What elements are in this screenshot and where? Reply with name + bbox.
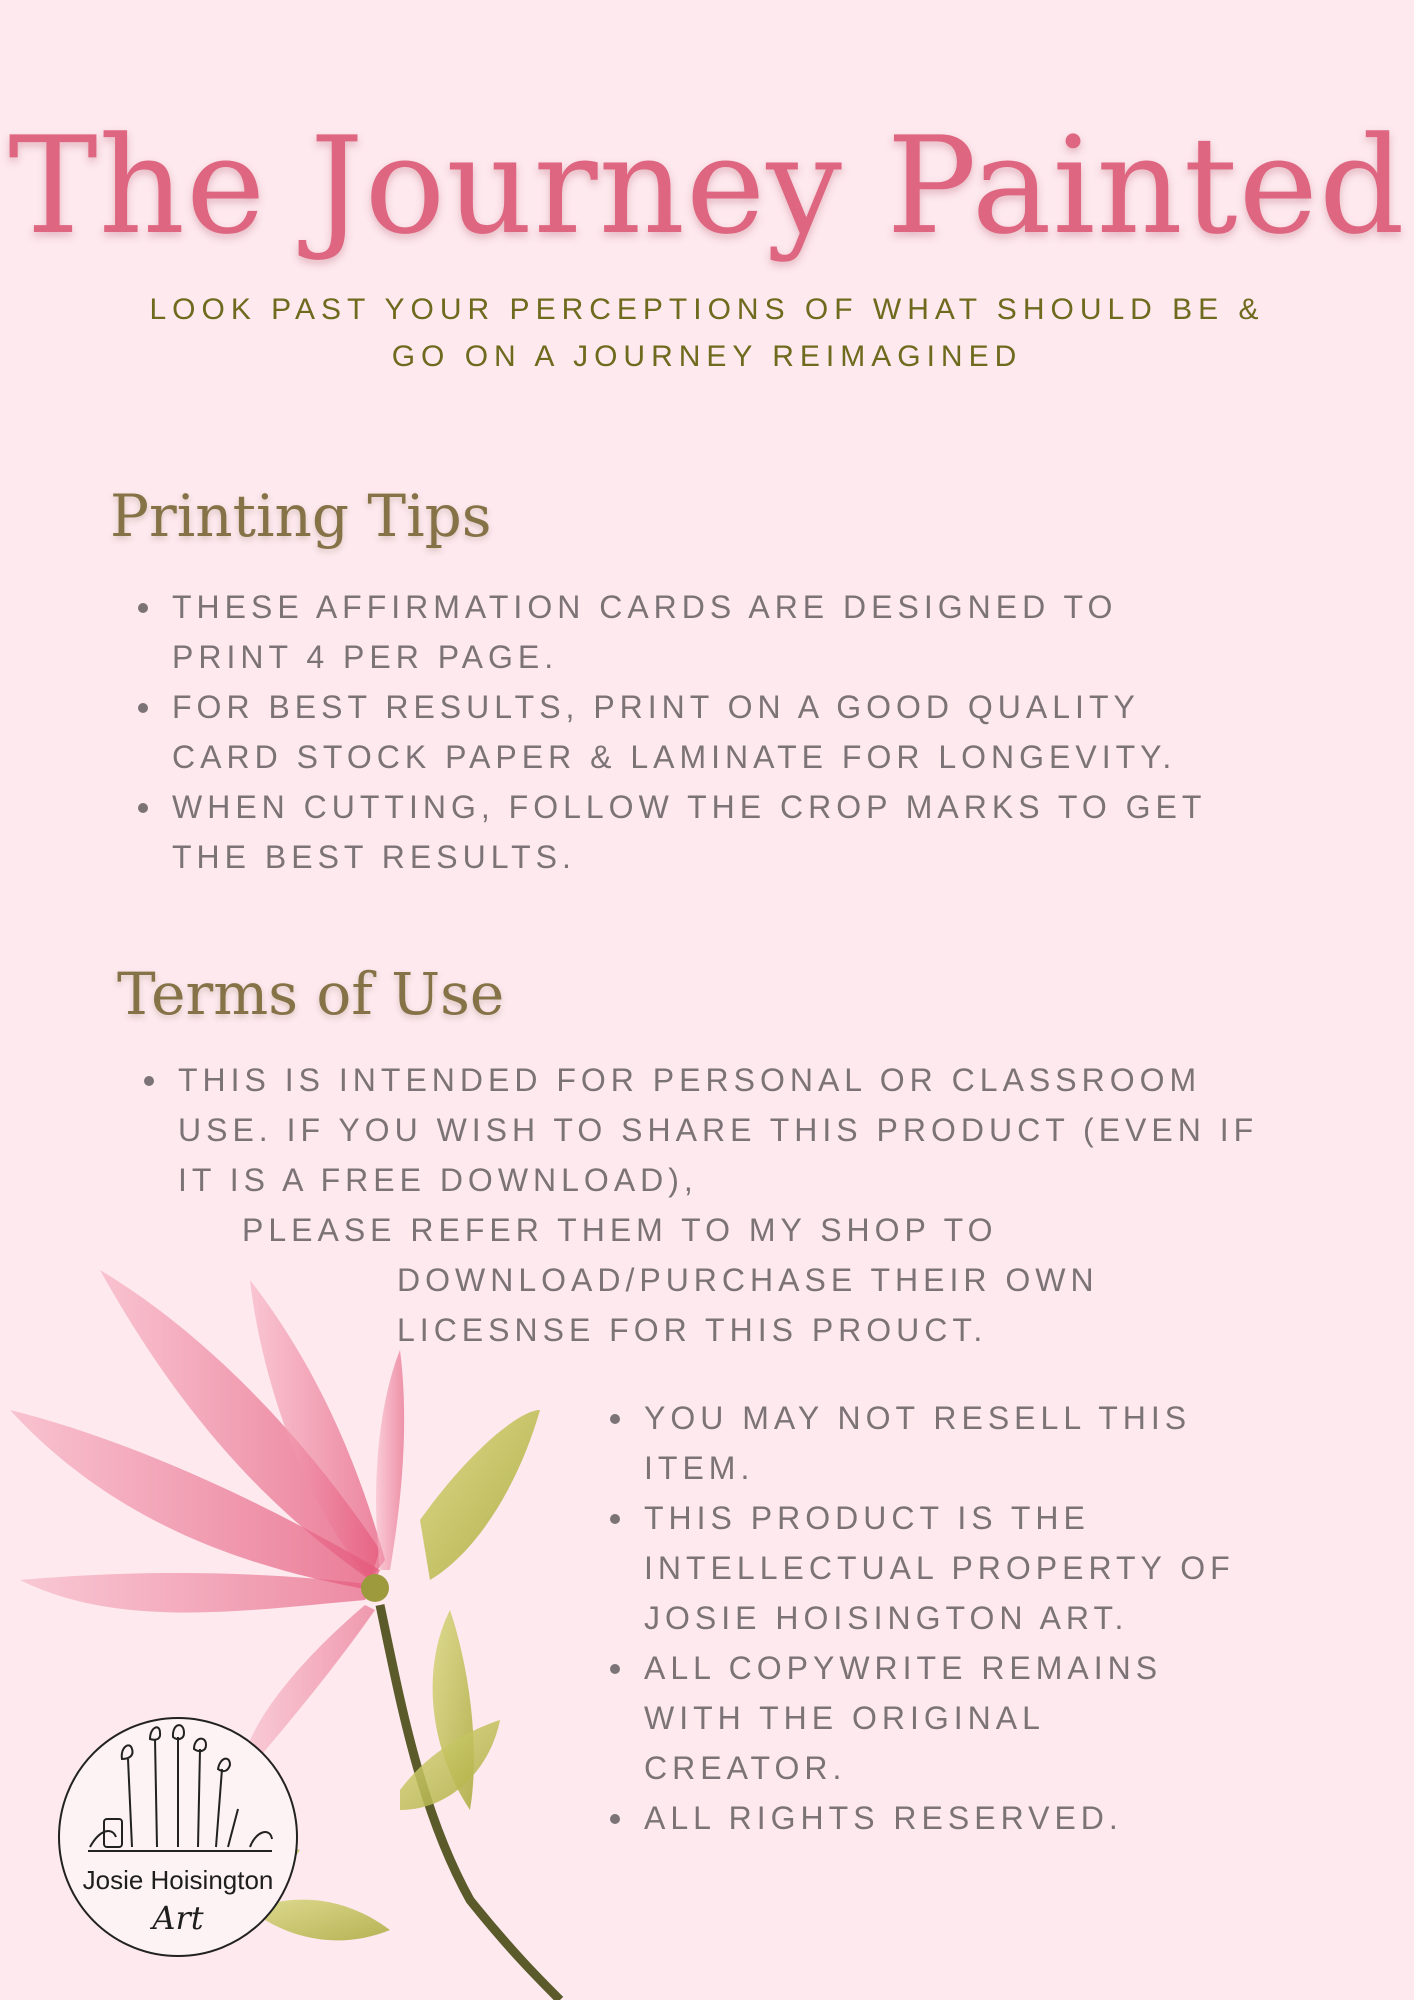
- logo-art: Art: [152, 1899, 204, 1937]
- list-item-line: JOSIE HOISINGTON ART.: [644, 1600, 1129, 1636]
- list-item: [604, 1493, 1235, 1643]
- list-item-line: FOR BEST RESULTS, PRINT ON A GOOD QUALITY: [172, 689, 1140, 725]
- page-subtitle: [0, 286, 1414, 380]
- list-item-line: YOU MAY NOT RESELL THIS: [644, 1400, 1192, 1436]
- terms-list: [604, 1393, 1235, 1843]
- list-item-line: IT IS A FREE DOWNLOAD),: [178, 1162, 698, 1198]
- list-item: [604, 1643, 1235, 1793]
- subtitle-line: LOOK PAST YOUR PERCEPTIONS OF WHAT SHOULD BE &: [149, 293, 1265, 326]
- list-item-line: USE. IF YOU WISH TO SHARE THIS PRODUCT (EVEN IF: [178, 1112, 1259, 1148]
- terms-line: DOWNLOAD/PURCHASE THEIR OWN: [397, 1262, 1099, 1298]
- printing-tips-list: [132, 582, 1206, 882]
- list-item: [604, 1393, 1235, 1493]
- list-item-line: THESE AFFIRMATION CARDS ARE DESIGNED TO: [172, 589, 1118, 625]
- list-item-line: THE BEST RESULTS.: [172, 839, 576, 875]
- list-item: [132, 582, 1206, 682]
- logo-name: Josie Hoisington: [82, 1865, 274, 1895]
- list-item-line: THIS IS INTENDED FOR PERSONAL OR CLASSROOM: [178, 1062, 1202, 1098]
- list-item: [132, 682, 1206, 782]
- list-item-line: INTELLECTUAL PROPERTY OF: [644, 1550, 1235, 1586]
- list-item-line: WITH THE ORIGINAL: [644, 1700, 1045, 1736]
- list-item: [138, 1055, 1258, 1205]
- list-item-line: ALL RIGHTS RESERVED.: [644, 1800, 1123, 1836]
- list-item-line: CARD STOCK PAPER & LAMINATE FOR LONGEVITY.: [172, 739, 1177, 775]
- list-item-line: ALL COPYWRITE REMAINS: [644, 1650, 1163, 1686]
- terms-first-list: [138, 1055, 1258, 1205]
- list-item-line: CREATOR.: [644, 1750, 847, 1786]
- brand-logo: [58, 1717, 298, 1957]
- page-title: The Journey Painted: [8, 108, 1406, 264]
- terms-line: PLEASE REFER THEM TO MY SHOP TO: [242, 1212, 998, 1248]
- subtitle-line: GO ON A JOURNEY REIMAGINED: [391, 340, 1023, 373]
- list-item-line: THIS PRODUCT IS THE: [644, 1500, 1090, 1536]
- printing-tips-heading: Printing Tips: [110, 482, 492, 550]
- list-item-line: PRINT 4 PER PAGE.: [172, 639, 559, 675]
- list-item-line: WHEN CUTTING, FOLLOW THE CROP MARKS TO GET: [172, 789, 1207, 825]
- list-item-line: ITEM.: [644, 1450, 755, 1486]
- terms-line: LICESNSE FOR THIS PROUCT.: [397, 1312, 988, 1348]
- list-item: [604, 1793, 1235, 1843]
- terms-heading: Terms of Use: [117, 960, 505, 1028]
- list-item: [132, 782, 1206, 882]
